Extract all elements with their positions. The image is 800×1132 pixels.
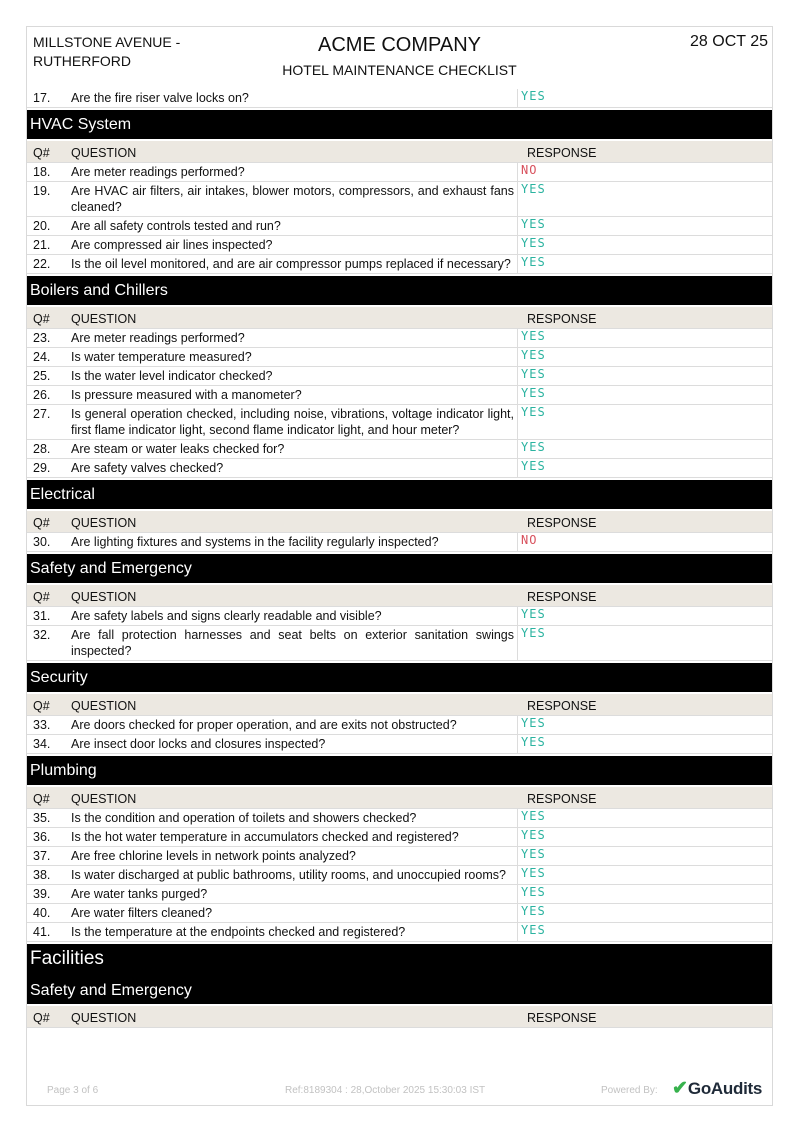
table-row [27, 923, 772, 942]
column-header [27, 694, 772, 716]
report-date: 28 OCT 25 [690, 33, 768, 50]
question-text: Is the hot water temperature in accumulators checked and registered? [71, 830, 459, 844]
table-row [27, 459, 772, 478]
checklist-body [27, 89, 772, 1028]
column-number-header: Q# [33, 1011, 50, 1025]
response-value: NO [517, 533, 772, 551]
response-value: YES [517, 386, 772, 404]
question-text: Is pressure measured with a manometer? [71, 388, 302, 402]
question-text: Are water tanks purged? [71, 887, 208, 901]
column-response-header: RESPONSE [527, 312, 597, 326]
column-number-header: Q# [33, 792, 50, 806]
table-row [27, 329, 772, 348]
question-number: 32. [33, 628, 51, 642]
response-value: YES [517, 735, 772, 753]
question-number: 25. [33, 369, 51, 383]
section-title: Boilers and Chillers [27, 276, 772, 305]
question-number: 24. [33, 350, 51, 364]
question-text: Are the fire riser valve locks on? [71, 91, 249, 105]
column-header [27, 585, 772, 607]
column-number-header: Q# [33, 516, 50, 530]
question-number: 36. [33, 830, 51, 844]
table-row [27, 716, 772, 735]
column-question-header: QUESTION [71, 699, 137, 713]
column-header [27, 307, 772, 329]
question-number: 17. [33, 91, 51, 105]
question-text: Are compressed air lines inspected? [71, 238, 273, 252]
question-text: Are safety valves checked? [71, 461, 224, 475]
table-row [27, 828, 772, 847]
response-value: YES [517, 217, 772, 235]
question-number: 22. [33, 257, 51, 271]
table-row [27, 809, 772, 828]
response-value: YES [517, 236, 772, 254]
question-number: 37. [33, 849, 51, 863]
response-value: YES [517, 626, 772, 660]
question-text: Are water filters cleaned? [71, 906, 213, 920]
response-value: YES [517, 847, 772, 865]
response-value: YES [517, 885, 772, 903]
question-number: 41. [33, 925, 51, 939]
section-title: Plumbing [27, 756, 772, 785]
section-title: HVAC System [27, 110, 772, 139]
company-name: ACME COMPANY [318, 34, 481, 56]
table-row [27, 885, 772, 904]
page-footer [27, 1077, 772, 1103]
response-value: YES [517, 828, 772, 846]
column-question-header: QUESTION [71, 792, 137, 806]
question-text: Are steam or water leaks checked for? [71, 442, 285, 456]
question-text: Are lighting fixtures and systems in the facility regularly inspected? [71, 535, 439, 549]
column-header [27, 787, 772, 809]
question-text: Are HVAC air filters, air intakes, blower motors, compressors, and exhaust fans cleaned? [71, 184, 514, 214]
column-header [27, 1006, 772, 1028]
question-number: 35. [33, 811, 51, 825]
table-row [27, 405, 772, 440]
question-number: 40. [33, 906, 51, 920]
response-value: YES [517, 255, 772, 273]
column-number-header: Q# [33, 146, 50, 160]
group-title: Facilities [27, 944, 772, 976]
table-row [27, 182, 772, 217]
column-response-header: RESPONSE [527, 590, 597, 604]
powered-by-label: Powered By: [601, 1085, 658, 1096]
table-row [27, 607, 772, 626]
question-number: 27. [33, 407, 51, 421]
report-page [26, 26, 773, 1106]
response-value: YES [517, 904, 772, 922]
column-response-header: RESPONSE [527, 146, 597, 160]
question-number: 23. [33, 331, 51, 345]
response-value: YES [517, 367, 772, 385]
response-value: YES [517, 607, 772, 625]
response-value: YES [517, 866, 772, 884]
table-row [27, 163, 772, 182]
response-value: YES [517, 329, 772, 347]
table-row [27, 533, 772, 552]
column-number-header: Q# [33, 699, 50, 713]
response-value: YES [517, 809, 772, 827]
response-value: NO [517, 163, 772, 181]
column-response-header: RESPONSE [527, 516, 597, 530]
question-number: 29. [33, 461, 51, 475]
table-row [27, 866, 772, 885]
column-response-header: RESPONSE [527, 1011, 597, 1025]
table-row [27, 217, 772, 236]
question-number: 33. [33, 718, 51, 732]
location [33, 33, 233, 71]
question-number: 39. [33, 887, 51, 901]
column-question-header: QUESTION [71, 590, 137, 604]
question-text: Are meter readings performed? [71, 331, 245, 345]
question-text: Is the water level indicator checked? [71, 369, 273, 383]
column-response-header: RESPONSE [527, 792, 597, 806]
column-question-header: QUESTION [71, 1011, 137, 1025]
brand-name: GoAudits [687, 1079, 763, 1098]
question-text: Is the temperature at the endpoints checked and registered? [71, 925, 406, 939]
question-text: Are doors checked for proper operation, and are exits not obstructed? [71, 718, 457, 732]
section-title: Safety and Emergency [27, 976, 772, 1004]
response-value: YES [517, 182, 772, 216]
response-value: YES [517, 459, 772, 477]
table-row [27, 236, 772, 255]
response-value: YES [517, 923, 772, 941]
report-subtitle: HOTEL MAINTENANCE CHECKLIST [282, 62, 517, 78]
reference: Ref:8189304 : 28,October 2025 15:30:03 IST [285, 1085, 486, 1096]
question-number: 19. [33, 184, 51, 198]
column-header [27, 141, 772, 163]
question-number: 30. [33, 535, 51, 549]
question-text: Are free chlorine levels in network points analyzed? [71, 849, 356, 863]
column-header [27, 511, 772, 533]
response-value: YES [517, 440, 772, 458]
question-number: 26. [33, 388, 51, 402]
section-title: Electrical [27, 480, 772, 509]
table-row [27, 89, 772, 108]
table-row [27, 626, 772, 661]
column-number-header: Q# [33, 590, 50, 604]
section-title: Safety and Emergency [27, 554, 772, 583]
table-row [27, 847, 772, 866]
table-row [27, 735, 772, 754]
question-text: Are fall protection harnesses and seat belts on exterior sanitation swings inspected? [71, 628, 514, 658]
question-number: 38. [33, 868, 51, 882]
table-row [27, 255, 772, 274]
question-text: Are all safety controls tested and run? [71, 219, 281, 233]
column-question-header: QUESTION [71, 312, 137, 326]
question-text: Are insect door locks and closures inspected? [71, 737, 326, 751]
goaudits-logo [672, 1078, 762, 1100]
question-number: 31. [33, 609, 51, 623]
title-block [227, 32, 572, 80]
response-value: YES [517, 405, 772, 439]
table-row [27, 348, 772, 367]
question-text: Is the oil level monitored, and are air compressor pumps replaced if necessary? [71, 257, 511, 271]
column-response-header: RESPONSE [527, 699, 597, 713]
page-header [27, 27, 772, 89]
location-line-2: RUTHERFORD [33, 53, 131, 69]
response-value: YES [517, 89, 772, 107]
question-text: Are meter readings performed? [71, 165, 245, 179]
question-text: Is water discharged at public bathrooms, utility rooms, and unoccupied rooms? [71, 868, 506, 882]
page-number: Page 3 of 6 [47, 1085, 99, 1096]
section-title: Security [27, 663, 772, 692]
column-number-header: Q# [33, 312, 50, 326]
question-number: 21. [33, 238, 51, 252]
checkmark-icon: ✔ [672, 1078, 688, 1099]
question-number: 28. [33, 442, 51, 456]
question-text: Is the condition and operation of toilets and showers checked? [71, 811, 417, 825]
question-text: Is water temperature measured? [71, 350, 252, 364]
response-value: YES [517, 348, 772, 366]
question-text: Is general operation checked, including noise, vibrations, voltage indicator light, first flame indicator light, second flame indicator light, and hour meter? [71, 407, 514, 437]
table-row [27, 440, 772, 459]
question-number: 18. [33, 165, 51, 179]
question-text: Are safety labels and signs clearly readable and visible? [71, 609, 382, 623]
question-number: 34. [33, 737, 51, 751]
response-value: YES [517, 716, 772, 734]
table-row [27, 367, 772, 386]
table-row [27, 386, 772, 405]
table-row [27, 904, 772, 923]
location-line-1: MILLSTONE AVENUE - [33, 34, 181, 50]
column-question-header: QUESTION [71, 516, 137, 530]
column-question-header: QUESTION [71, 146, 137, 160]
question-number: 20. [33, 219, 51, 233]
